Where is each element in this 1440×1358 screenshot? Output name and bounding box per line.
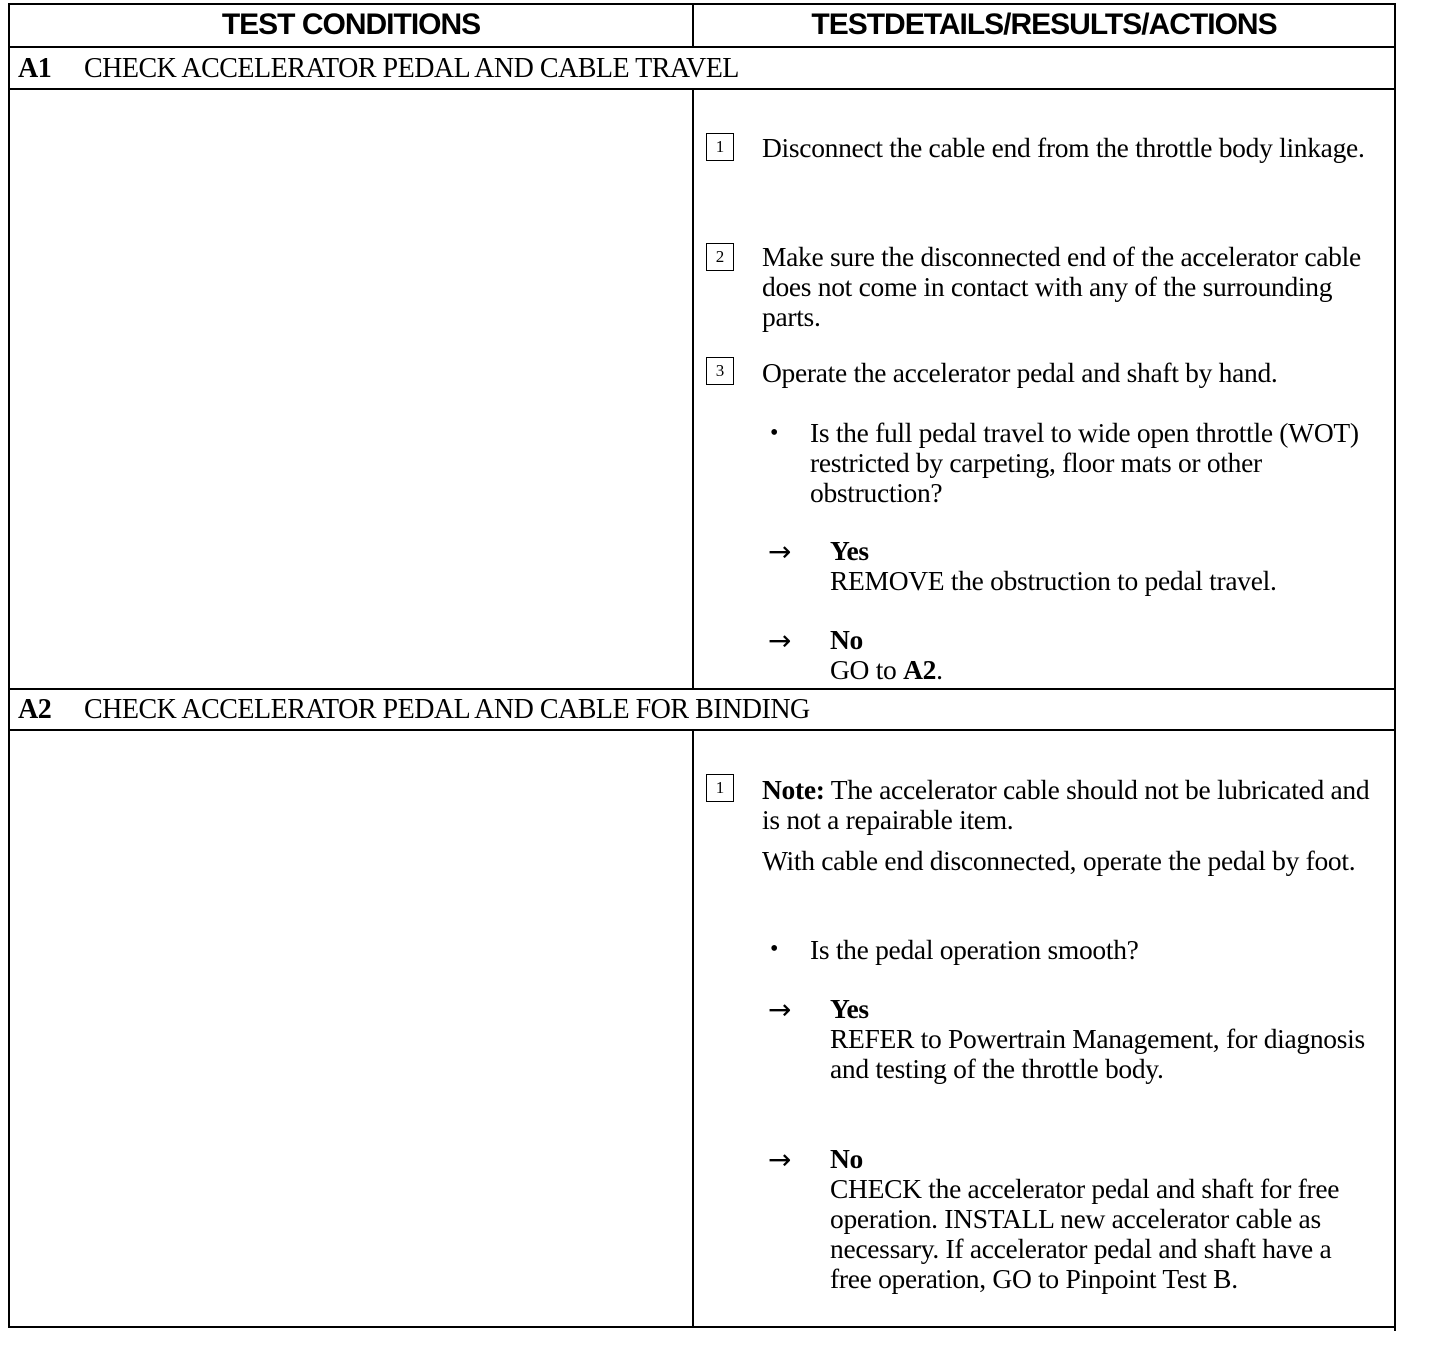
answer-yes-text: REMOVE the obstruction to pedal travel. <box>830 565 1277 596</box>
step-text: Make sure the disconnected end of the accelerator cable does not come in contact with any of the surrounding parts. <box>762 241 1361 332</box>
answer-no-text <box>830 655 1370 685</box>
answer-no-label: No <box>830 1143 864 1174</box>
bullet-icon: • <box>770 420 779 446</box>
answer-no <box>830 1144 1370 1294</box>
step-number-box: 1 <box>706 774 734 802</box>
border-right <box>1394 3 1396 1331</box>
section-a1-title <box>18 53 739 85</box>
step-number-box: 1 <box>706 133 734 161</box>
answer-no-prefix: GO to <box>830 654 904 685</box>
answer-no-target: A2 <box>903 654 937 685</box>
section-a1-heading: CHECK ACCELERATOR PEDAL AND CABLE TRAVEL <box>84 53 739 84</box>
note-label: Note: <box>762 774 825 805</box>
answer-no-label: No <box>830 624 864 655</box>
header-divider <box>8 46 1396 48</box>
a2-top-divider <box>8 688 1396 690</box>
answer-no-suffix: . <box>936 654 943 685</box>
a2-title-divider <box>8 729 1396 731</box>
question-text: Is the full pedal travel to wide open throttle (WOT) restricted by carpeting, floor mats or other obstruction? <box>810 417 1359 508</box>
step-number-box: 3 <box>706 357 734 385</box>
arrow-right-icon: → <box>768 535 792 568</box>
section-a2-heading: CHECK ACCELERATOR PEDAL AND CABLE FOR BINDING <box>84 694 810 725</box>
answer-no-text: CHECK the accelerator pedal and shaft for free operation. INSTALL new accelerator cable as necessary. If accelerator pedal and shaft have a free operation, GO to Pinpoint Test B. <box>830 1173 1340 1294</box>
arrow-right-icon: → <box>768 1143 792 1176</box>
answer-yes-text: REFER to Powertrain Management, for diagnosis and testing of the throttle body. <box>830 1023 1365 1084</box>
step-text: With cable end disconnected, operate the pedal by foot. <box>762 845 1356 876</box>
border-left <box>8 3 10 1328</box>
question-text: Is the pedal operation smooth? <box>810 934 1139 965</box>
section-a2-id: A2 <box>18 694 52 725</box>
section-a1-id: A1 <box>18 53 52 84</box>
section-a2-title <box>18 694 810 726</box>
note-text <box>762 775 1382 835</box>
column-divider-a2 <box>692 729 694 1328</box>
step-text: Disconnect the cable end from the throttle body linkage. <box>762 132 1365 163</box>
step-text: Operate the accelerator pedal and shaft by hand. <box>762 357 1278 388</box>
step-number-box: 2 <box>706 243 734 271</box>
arrow-right-icon: → <box>768 624 792 657</box>
answer-yes <box>830 536 1370 596</box>
a1-title-divider <box>8 88 1396 90</box>
border-bottom <box>8 1326 1396 1328</box>
answer-yes-label: Yes <box>830 993 869 1024</box>
column-divider-a1 <box>692 88 694 690</box>
header-test-details: TESTDETAILS/RESULTS/ACTIONS <box>811 8 1277 41</box>
note-body: The accelerator cable should not be lubricated and is not a repairable item. <box>762 774 1370 835</box>
answer-yes <box>830 994 1370 1084</box>
answer-no <box>830 625 1370 685</box>
header-test-conditions: TEST CONDITIONS <box>221 8 481 41</box>
answer-yes-label: Yes <box>830 535 869 566</box>
arrow-right-icon: → <box>768 993 792 1026</box>
bullet-icon: • <box>770 936 779 962</box>
